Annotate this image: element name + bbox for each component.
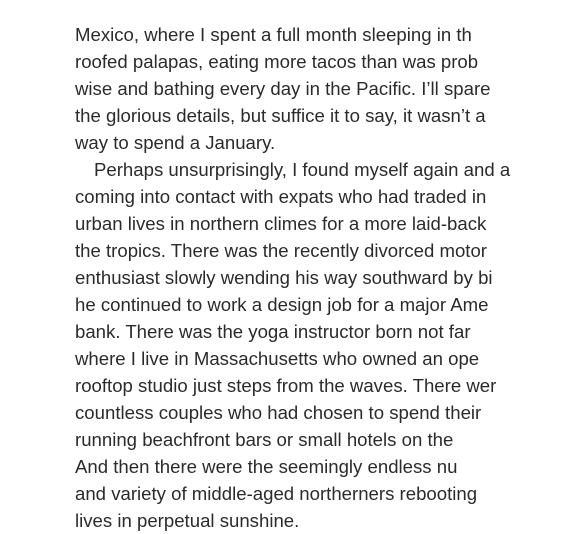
- text-line: the glorious details, but suffice it to say, it wasn’t a: [75, 105, 486, 126]
- text-line: countless couples who had chosen to spend their: [75, 402, 482, 423]
- body-text: [75, 0, 575, 534]
- text-line: where I live in Massachusetts who owned an ope: [75, 348, 480, 369]
- text-line: enthusiast slowly wending his way southward by bi: [75, 267, 493, 288]
- text-line: urban lives in northern climes for a more laid-back: [75, 213, 487, 234]
- text-line: And then there were the seemingly endless nu: [75, 456, 458, 477]
- paragraph-2: [75, 156, 575, 534]
- text-line: running beachfront bars or small hotels on the: [75, 429, 454, 450]
- text-line: roofed palapas, eating more tacos than was prob: [75, 51, 479, 72]
- text-line: coming into contact with expats who had traded in: [75, 186, 487, 207]
- text-line: wise and bathing every day in the Pacific. I’ll spare: [75, 78, 491, 99]
- text-line: Perhaps unsurprisingly, I found myself again and a: [94, 159, 511, 180]
- text-line: rooftop studio just steps from the waves. There wer: [75, 375, 497, 396]
- paragraph-1: [75, 21, 575, 156]
- text-line: the tropics. There was the recently divorced motor: [75, 240, 488, 261]
- clipped-line-top: [75, 0, 575, 21]
- text-line: Mexico, where I spent a full month sleeping in th: [75, 24, 472, 45]
- text-line: and variety of middle-aged northerners rebooting: [75, 483, 478, 504]
- text-line: he continued to work a design job for a major Ame: [75, 294, 489, 315]
- text-line: lives in perpetual sunshine.: [75, 510, 300, 531]
- text-line: way to spend a January.: [75, 132, 276, 153]
- text-line: bank. There was the yoga instructor born not far: [75, 321, 471, 342]
